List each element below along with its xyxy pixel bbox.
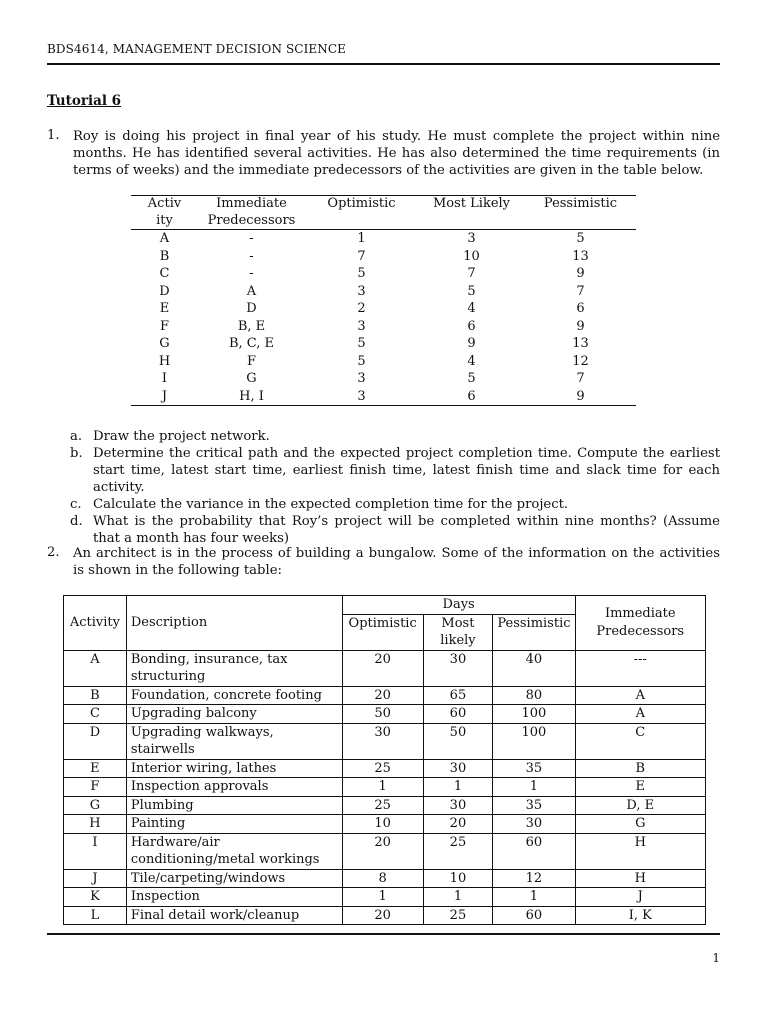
- table-cell: 25: [342, 796, 423, 815]
- table-cell: 30: [423, 759, 493, 778]
- table-cell: 60: [493, 906, 575, 925]
- table-row: [131, 335, 636, 353]
- table-cell: F: [64, 778, 127, 797]
- table-cell: Tile/carpeting/windows: [126, 869, 342, 888]
- table-cell: E: [575, 778, 705, 797]
- tutorial-title: Tutorial 6: [47, 93, 122, 109]
- question-1-number: 1.: [47, 128, 60, 143]
- subpart-label: a.: [70, 429, 83, 444]
- subpart-text: Draw the project network.: [93, 429, 270, 444]
- table-row: [64, 759, 706, 778]
- table-cell: 3: [467, 231, 476, 246]
- table-cell: 1: [493, 888, 575, 907]
- table-cell: 60: [493, 833, 575, 869]
- table-row: [131, 353, 636, 371]
- table-cell: 25: [423, 833, 493, 869]
- col-header-most-likely: Most Likely: [418, 196, 525, 230]
- col-header-pessimistic: Pessimistic: [525, 196, 636, 230]
- table-cell: 30: [493, 815, 575, 834]
- subpart-d: [70, 513, 720, 547]
- table-cell: I: [161, 371, 168, 386]
- activity-time-table: [131, 195, 636, 406]
- table-cell: C: [159, 266, 170, 281]
- table-cell: 30: [423, 650, 493, 686]
- table-cell: 20: [342, 650, 423, 686]
- table-cell: 12: [493, 869, 575, 888]
- table-row: [64, 796, 706, 815]
- table-cell: H: [64, 815, 127, 834]
- subpart-text: Determine the critical path and the expected project completion time. Compute the earliest start time, latest start time, earliest finish time, latest finish time and slack time for each activity.: [93, 446, 720, 495]
- table-cell: C: [64, 705, 127, 724]
- table-cell: 30: [423, 796, 493, 815]
- subpart-b: [70, 445, 720, 496]
- table-cell: 1: [493, 778, 575, 797]
- table-cell: 3: [357, 318, 366, 334]
- table-row: [131, 388, 636, 406]
- table-row: [64, 815, 706, 834]
- table-cell: 9: [576, 318, 585, 334]
- table-cell: 4: [467, 301, 476, 316]
- table-cell: 40: [493, 650, 575, 686]
- table-cell: 1: [423, 778, 493, 797]
- table-row: [131, 265, 636, 283]
- table-cell: C: [575, 723, 705, 759]
- table-cell: A: [159, 231, 170, 246]
- table-row: [64, 869, 706, 888]
- table-cell: 13: [572, 248, 589, 264]
- col-header-days: Days: [342, 596, 575, 615]
- table-cell: 7: [576, 371, 585, 386]
- table-cell: 25: [342, 759, 423, 778]
- table-cell: 7: [357, 248, 366, 264]
- footer-divider: [47, 933, 720, 935]
- table-cell: G: [159, 336, 170, 351]
- table-cell: 20: [342, 686, 423, 705]
- table-cell: 10: [342, 815, 423, 834]
- table-cell: 5: [357, 353, 366, 369]
- table-cell: Interior wiring, lathes: [126, 759, 342, 778]
- table-row: [131, 248, 636, 266]
- table-cell: Upgrading balcony: [126, 705, 342, 724]
- table-cell: 6: [418, 388, 525, 406]
- subpart-c: [70, 496, 720, 513]
- table-cell: 3: [357, 371, 366, 386]
- table-row: [64, 888, 706, 907]
- table-cell: Plumbing: [126, 796, 342, 815]
- col-header-predecessors: Immediate Predecessors: [198, 196, 305, 230]
- table-cell: L: [64, 906, 127, 925]
- table-cell: 3: [305, 388, 418, 406]
- table-cell: 25: [423, 906, 493, 925]
- table-cell: H: [575, 833, 705, 869]
- question-1-text: Roy is doing his project in final year of his study. He must complete the project within nine months. He has identified several activities. He has also determined the time requirements (in terms of weeks) and the immediate predecessors of the activities are given in the table below.: [73, 129, 720, 178]
- col-header-optimistic: Optimistic: [342, 614, 423, 650]
- table-row: [131, 300, 636, 318]
- col-header-activity: Activity: [131, 196, 198, 230]
- table-header-row: [64, 596, 706, 615]
- table-row: [64, 723, 706, 759]
- table-cell: 1: [357, 231, 366, 246]
- table-cell: 35: [493, 796, 575, 815]
- table-cell: J: [131, 388, 198, 406]
- subpart-label: b.: [70, 446, 83, 461]
- table-row: [64, 778, 706, 797]
- table-cell: Foundation, concrete footing: [126, 686, 342, 705]
- question-2-text: An architect is in the process of building a bungalow. Some of the information on the activities is shown in the following table:: [73, 546, 720, 578]
- table-row: [64, 650, 706, 686]
- table-cell: 20: [423, 815, 493, 834]
- table-row: [131, 283, 636, 301]
- table-cell: 5: [576, 231, 585, 246]
- subpart-label: d.: [70, 514, 83, 529]
- subpart-a: [70, 428, 720, 445]
- table-cell: B: [575, 759, 705, 778]
- table-cell: Upgrading walkways, stairwells: [126, 723, 342, 759]
- table-cell: H, I: [198, 388, 305, 406]
- col-header-pessimistic: Pessimistic: [493, 614, 575, 650]
- table-cell: 1: [423, 888, 493, 907]
- subpart-text: What is the probability that Roy’s project will be completed within nine months? (Assume that a month has four weeks): [93, 514, 720, 546]
- table-row: [131, 370, 636, 388]
- table-cell: -: [249, 248, 254, 264]
- table-cell: B: [64, 686, 127, 705]
- table-row: [64, 686, 706, 705]
- table-cell: B, E: [237, 318, 266, 334]
- col-header-activity: Activity: [64, 596, 127, 651]
- col-header-most-likely: Most likely: [423, 614, 493, 650]
- table-cell: Painting: [126, 815, 342, 834]
- table-cell: B, C, E: [228, 336, 275, 351]
- col-header-optimistic: Optimistic: [305, 196, 418, 230]
- table-cell: ---: [575, 650, 705, 686]
- table-cell: 13: [572, 336, 589, 351]
- table-cell: -: [249, 231, 254, 246]
- table-row: [64, 906, 706, 925]
- subpart-text: Calculate the variance in the expected completion time for the project.: [93, 497, 569, 512]
- table-cell: B: [159, 248, 170, 264]
- table-cell: K: [64, 888, 127, 907]
- table-cell: 7: [467, 266, 476, 281]
- table-row: [64, 833, 706, 869]
- table-cell: D: [159, 283, 170, 299]
- header-divider: [47, 63, 720, 65]
- page-number: 1: [712, 951, 720, 965]
- table-cell: A: [246, 283, 257, 299]
- table-cell: 9: [525, 388, 636, 406]
- table-row: [131, 318, 636, 336]
- table-cell: E: [159, 301, 170, 316]
- table-cell: 4: [467, 353, 476, 369]
- question-1: [47, 128, 720, 179]
- table-cell: F: [246, 353, 257, 369]
- col-header-description: Description: [126, 596, 342, 651]
- table-header-row: [131, 196, 636, 230]
- table-row: [64, 705, 706, 724]
- table-cell: 10: [463, 248, 480, 264]
- table-cell: 9: [576, 266, 585, 281]
- table-cell: 5: [357, 266, 366, 281]
- table-cell: H: [158, 353, 171, 369]
- table-cell: 80: [493, 686, 575, 705]
- table-cell: J: [64, 869, 127, 888]
- table-cell: G: [64, 796, 127, 815]
- table-cell: 100: [493, 723, 575, 759]
- table-cell: 100: [493, 705, 575, 724]
- table-row: [131, 230, 636, 248]
- table-cell: 8: [342, 869, 423, 888]
- table-cell: 2: [357, 301, 366, 316]
- table-cell: G: [575, 815, 705, 834]
- table-cell: A: [575, 705, 705, 724]
- table-cell: 5: [467, 283, 476, 299]
- table-cell: G: [246, 371, 257, 386]
- table-cell: I, K: [575, 906, 705, 925]
- table-cell: Inspection: [126, 888, 342, 907]
- subpart-label: c.: [70, 497, 82, 512]
- table-cell: J: [575, 888, 705, 907]
- table-cell: 10: [423, 869, 493, 888]
- question-2: [47, 545, 720, 579]
- col-header-predecessors: Immediate Predecessors: [575, 596, 705, 651]
- table-cell: 20: [342, 833, 423, 869]
- table-cell: Hardware/air conditioning/metal workings: [126, 833, 342, 869]
- table-cell: 35: [493, 759, 575, 778]
- table-cell: 50: [423, 723, 493, 759]
- table-cell: 60: [423, 705, 493, 724]
- table-cell: 65: [423, 686, 493, 705]
- question-2-number: 2.: [47, 545, 60, 560]
- table-cell: 1: [342, 888, 423, 907]
- table-cell: D: [246, 301, 257, 316]
- table-cell: 9: [467, 336, 476, 351]
- table-cell: 3: [357, 283, 366, 299]
- table-cell: 12: [572, 353, 589, 369]
- table-cell: H: [575, 869, 705, 888]
- table-cell: 7: [576, 283, 585, 299]
- table-cell: 30: [342, 723, 423, 759]
- table-cell: I: [64, 833, 127, 869]
- bungalow-activity-table: [63, 595, 706, 925]
- table-cell: A: [64, 650, 127, 686]
- table-cell: Final detail work/cleanup: [126, 906, 342, 925]
- table-cell: D: [64, 723, 127, 759]
- table-cell: F: [159, 318, 170, 334]
- table-cell: 5: [357, 336, 366, 351]
- document-header: BDS4614, MANAGEMENT DECISION SCIENCE: [47, 42, 347, 56]
- table-cell: 20: [342, 906, 423, 925]
- table-cell: -: [249, 266, 254, 281]
- table-cell: D, E: [575, 796, 705, 815]
- table-cell: Inspection approvals: [126, 778, 342, 797]
- table-cell: 5: [467, 371, 476, 386]
- table-cell: 50: [342, 705, 423, 724]
- table-cell: 6: [467, 318, 476, 334]
- table-cell: 6: [576, 301, 585, 316]
- table-cell: E: [64, 759, 127, 778]
- table-cell: 1: [342, 778, 423, 797]
- question-1-subparts: [70, 428, 720, 547]
- table-cell: Bonding, insurance, tax structuring: [126, 650, 342, 686]
- table-cell: A: [575, 686, 705, 705]
